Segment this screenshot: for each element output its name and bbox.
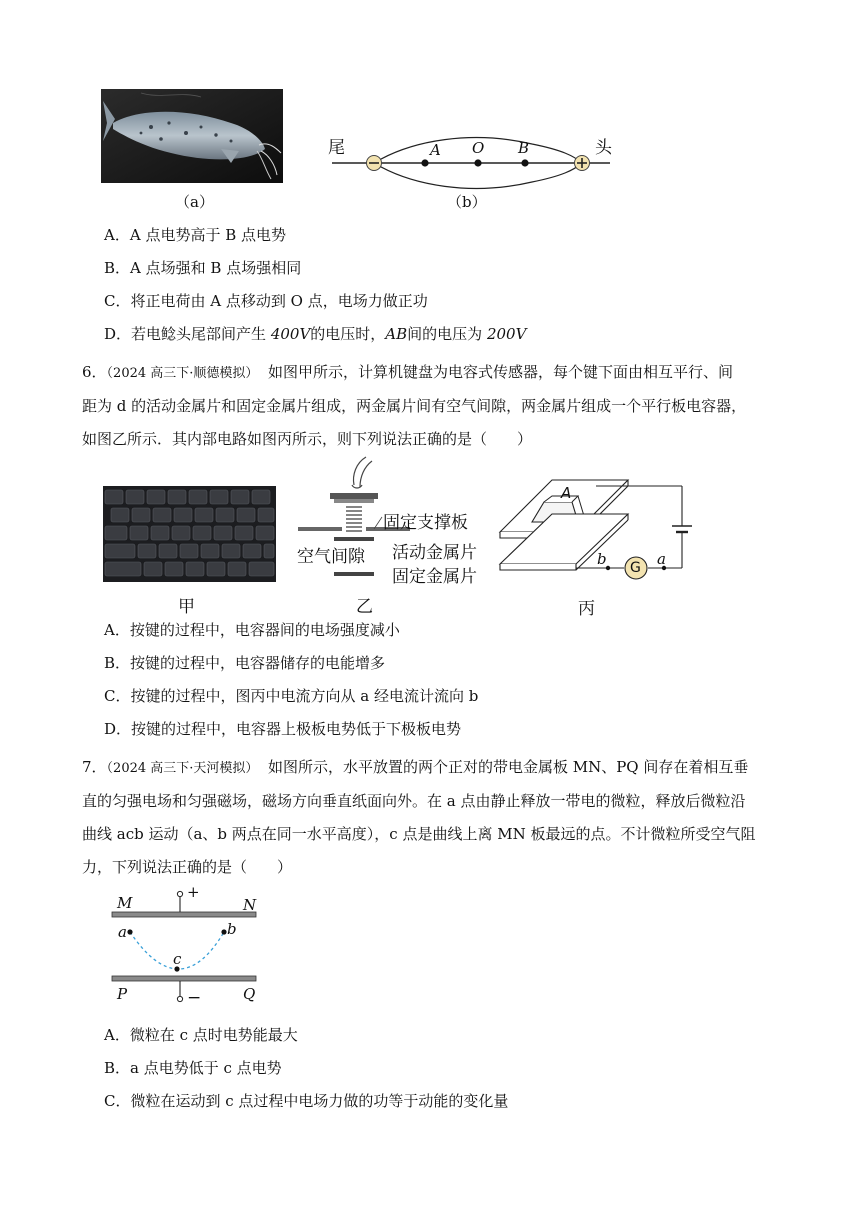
option-text: 的电压时， (310, 325, 386, 343)
fish-caption-b: （b） (447, 193, 487, 211)
option-text: 按键的过程中，电容器上极板电势低于下极板电势 (131, 720, 462, 738)
q7-option-c (104, 1091, 508, 1111)
q6-option-c (104, 686, 478, 706)
fish-caption-a: （a） (175, 193, 214, 211)
label-head: 头 (595, 138, 612, 158)
question-number: 6． (82, 363, 107, 381)
q5-option-d (104, 324, 526, 344)
caption-bing: 丙 (578, 599, 595, 619)
galvanometer-label: G (630, 560, 641, 576)
q7-line-1 (82, 751, 782, 785)
question-source: （2024 高三下·天河模拟） (106, 761, 259, 776)
q6-stem (82, 356, 782, 456)
label-fixed-plate: 固定金属片 (392, 567, 477, 587)
q7-stem (82, 751, 782, 884)
label-point-A: A (430, 141, 441, 159)
fish-photo-svg (101, 89, 283, 183)
q7-option-b (104, 1058, 282, 1078)
q6-line-3: 如图乙所示．其内部电路如图丙所示，则下列说法正确的是（ ） (82, 430, 533, 448)
label-q: Q (243, 985, 256, 1003)
label-plus: + (187, 883, 200, 901)
question-number: 7． (82, 758, 107, 776)
label-key-a: A (561, 484, 572, 502)
field-diagram-svg (322, 132, 618, 198)
keyboard-photo-svg (103, 486, 276, 582)
option-letter: A． (104, 621, 130, 639)
voltage-value: 400V (270, 325, 311, 343)
q7-option-a (104, 1025, 298, 1045)
q5-option-b (104, 258, 301, 278)
option-text: 微粒在运动到 c 点过程中电场力做的功等于动能的变化量 (130, 1092, 509, 1110)
label-tail: 尾 (328, 138, 345, 158)
option-text: A 点场强和 B 点场强相同 (130, 259, 302, 277)
q7-line-2: 直的匀强电场和匀强磁场，磁场方向垂直纸面向外。在 a 点由静止释放一带电的微粒，释放后微粒沿 (82, 792, 746, 810)
question-text: 如图甲所示，计算机键盘为电容式传感器，每个键下面由相互平行、间 (267, 363, 733, 381)
label-n: N (243, 896, 257, 914)
label-p: P (117, 985, 128, 1003)
option-letter: B． (104, 1059, 131, 1077)
option-text: 若电鲶头尾部间产生 (131, 325, 271, 343)
q7-line-4: 力，下列说法正确的是（ ） (82, 858, 293, 876)
option-letter: A． (104, 226, 130, 244)
voltage-value: 200V (486, 325, 527, 343)
option-text: 按键的过程中，电容器储存的电能增多 (130, 654, 386, 672)
option-text: 间的电压为 (407, 325, 487, 343)
question-text: 如图所示，水平放置的两个正对的带电金属板 MN、PQ 间存在着相互垂 (267, 758, 749, 776)
option-letter: D． (104, 720, 132, 738)
q6-option-d (104, 719, 461, 739)
option-text: A 点电势高于 B 点电势 (129, 226, 287, 244)
q5-option-c (104, 291, 428, 311)
label-a: a (118, 923, 127, 941)
q6-option-b (104, 653, 385, 673)
option-text: a 点电势低于 c 点电势 (130, 1059, 282, 1077)
option-text: 将正电荷由 A 点移动到 O 点，电场力做正功 (130, 292, 428, 310)
q6-line-2: 距为 d 的活动金属片和固定金属片组成，两金属片间有空气间隙，两金属片组成一个平行板电容器， (82, 397, 747, 415)
label-m: M (117, 894, 133, 912)
label-node-a: a (657, 550, 666, 568)
q7-line-3: 曲线 acb 运动（a、b 两点在同一水平高度），c 点是曲线上离 MN 板最远的点。不计微粒所受空气阻 (82, 825, 756, 843)
question-source: （2024 高三下·顺德模拟） (106, 366, 259, 381)
option-text: 按键的过程中，图丙中电流方向从 a 经电流计流向 b (130, 687, 479, 705)
option-letter: B． (104, 654, 131, 672)
option-text: 微粒在 c 点时电势能最大 (129, 1026, 298, 1044)
label-node-b: b (597, 550, 607, 568)
label-support-plate: 固定支撑板 (383, 513, 468, 533)
fish-photo (101, 89, 283, 183)
q5-option-a (104, 225, 286, 245)
label-minus: − (187, 988, 202, 1008)
caption-yi: 乙 (356, 597, 373, 617)
label-c: c (173, 950, 182, 968)
option-letter: C． (104, 292, 131, 310)
label-air-gap: 空气间隙 (297, 547, 365, 567)
option-letter: C． (104, 1092, 131, 1110)
label-active-plate: 活动金属片 (392, 543, 477, 563)
segment-ab: AB (385, 325, 408, 343)
option-letter: C． (104, 687, 131, 705)
option-text: 按键的过程中，电容器间的电场强度减小 (129, 621, 400, 639)
q6-line-1 (82, 356, 782, 390)
label-point-B: B (518, 139, 530, 157)
label-b: b (227, 920, 237, 938)
field-diagram (322, 132, 618, 198)
option-letter: A． (104, 1026, 130, 1044)
option-letter: D． (104, 325, 132, 343)
label-point-O: O (472, 139, 485, 157)
caption-jia: 甲 (178, 597, 195, 617)
q6-option-a (104, 620, 400, 640)
keyboard-photo (103, 486, 276, 582)
option-letter: B． (104, 259, 131, 277)
